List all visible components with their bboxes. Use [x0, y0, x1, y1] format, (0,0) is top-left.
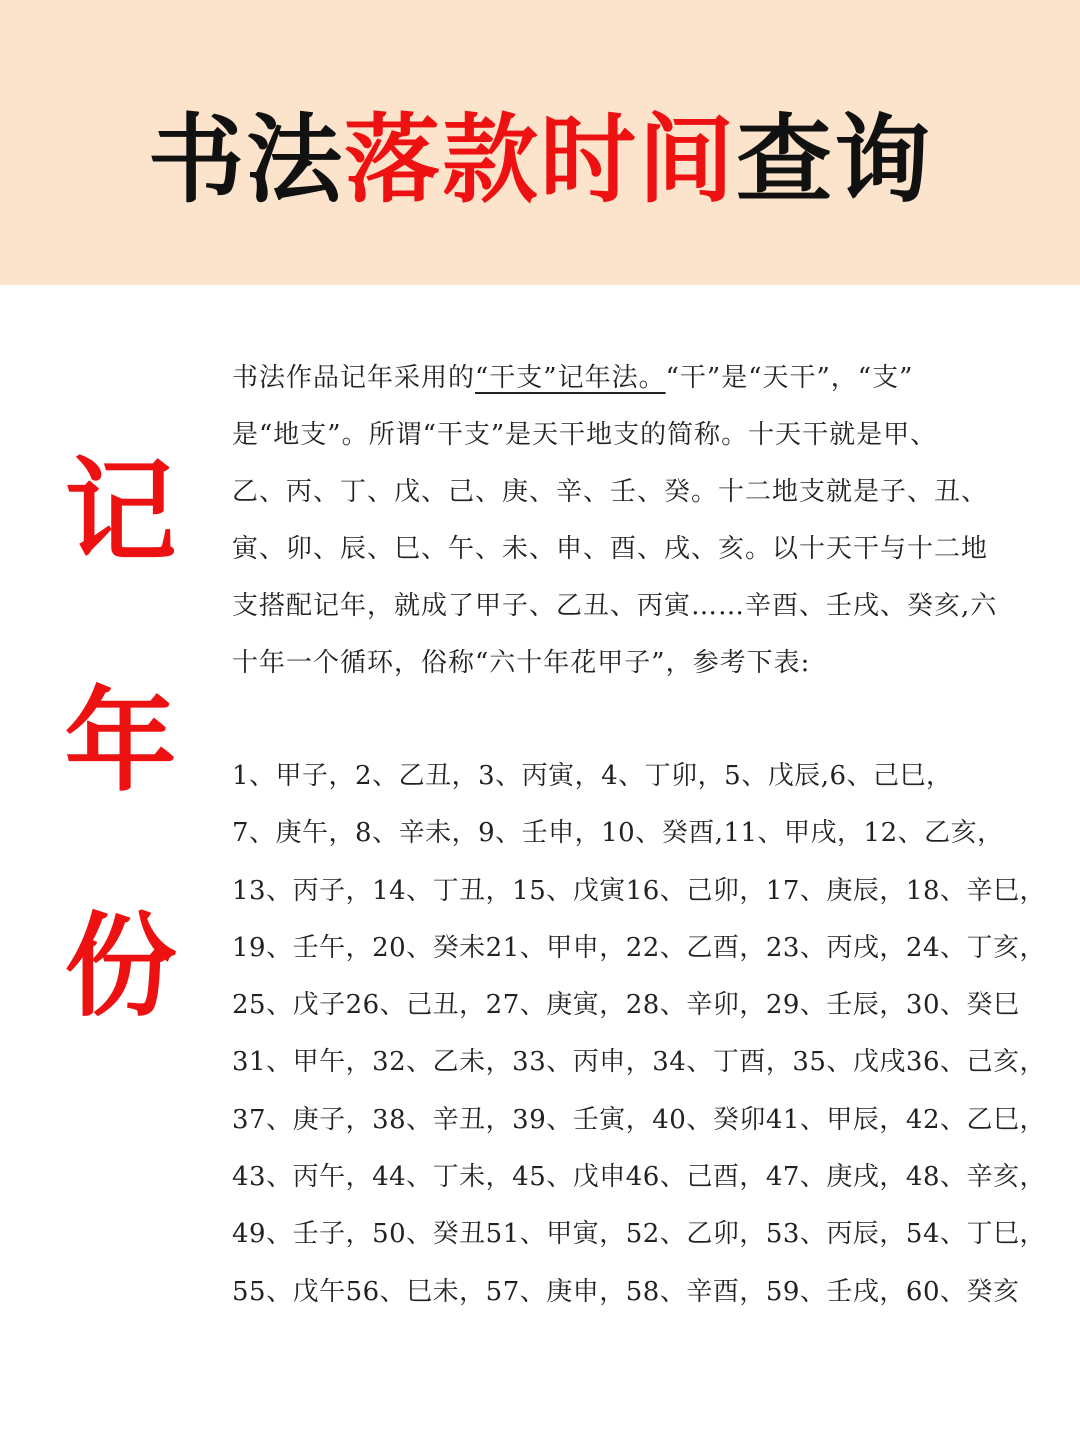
table-row: 43、丙午，44、丁未，45、戊申46、己酉，47、庚戌，48、辛亥，	[232, 1162, 1047, 1193]
side-label-char-2: 年	[64, 677, 177, 807]
table-row: 1、甲子，2、乙丑，3、丙寅，4、丁卯，5、戊辰,6、己巳，	[232, 761, 953, 791]
intro-line-1	[232, 350, 1052, 407]
intro-line-5: 支搭配记年，就成了甲子、乙丑、丙寅……辛酉、壬戌、癸亥,六	[232, 591, 998, 621]
ganzhi-year-table	[232, 748, 1062, 1321]
intro-paragraph	[232, 350, 1052, 692]
table-row: 25、戊子26、己丑，27、庚寅，28、辛卯，29、壬辰，30、癸巳	[232, 990, 1020, 1021]
table-row: 7、庚午，8、辛未，9、壬申，10、癸酉,11、甲戌，12、乙亥，	[232, 818, 1004, 849]
table-row: 31、甲午，32、乙未，33、丙申，34、丁酉，35、戊戌36、己亥，	[232, 1047, 1047, 1078]
title-part-2-highlight: 落款时间	[344, 104, 736, 216]
intro-line-2: 是“地支”。所谓“干支”是天干地支的简称。十天干就是甲、	[232, 420, 938, 450]
side-label-char-3: 份	[64, 902, 177, 1032]
intro-line-4: 寅、卯、辰、巳、午、未、申、酉、戌、亥。以十天干与十二地	[232, 534, 989, 564]
table-row: 55、戊午56、巳未，57、庚申，58、辛酉，59、壬戌，60、癸亥	[232, 1276, 1020, 1307]
title-part-1: 书法	[148, 104, 344, 216]
side-label-char-1: 记	[64, 447, 177, 577]
intro-line-1-end: “干”是“天干”，“支”	[665, 363, 914, 393]
table-row: 19、壬午，20、癸未21、甲申，22、乙酉，23、丙戌，24、丁亥，	[232, 932, 1047, 963]
title-part-3: 查询	[736, 104, 932, 216]
intro-line-1-start: 书法作品记年采用的	[232, 363, 476, 393]
table-row: 37、庚子，38、辛丑，39、壬寅，40、癸卯41、甲辰，42、乙巳，	[232, 1104, 1047, 1135]
intro-line-6: 十年一个循环，俗称“六十年花甲子”，参考下表:	[232, 648, 811, 678]
intro-line-1-underlined: “干支”记年法。	[475, 363, 666, 393]
table-row: 49、壬子，50、癸丑51、甲寅，52、乙卯，53、丙辰，54、丁巳，	[232, 1219, 1047, 1250]
page-title	[0, 100, 1080, 220]
intro-line-3: 乙、丙、丁、戊、己、庚、辛、壬、癸。十二地支就是子、丑、	[232, 477, 989, 507]
table-row: 13、丙子，14、丁丑，15、戊寅16、己卯，17、庚辰，18、辛巳，	[232, 875, 1047, 906]
